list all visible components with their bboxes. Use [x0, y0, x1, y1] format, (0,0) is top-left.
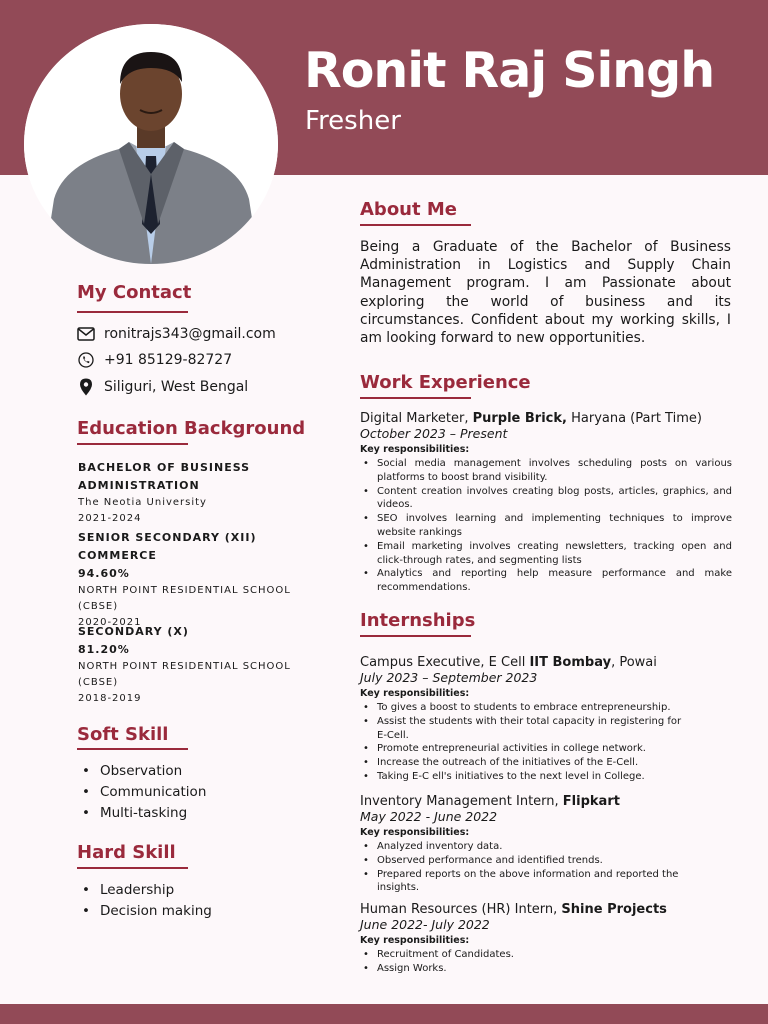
list-item: • Multi-tasking: [82, 803, 206, 824]
contact-heading: My Contact: [77, 282, 192, 303]
list-item: • Assign Works.: [360, 962, 700, 976]
internship-entry: [360, 902, 700, 976]
contact-email-text: ronitrajs343@gmail.com: [104, 326, 276, 342]
job-responsibilities-label: Key responsibilities:: [360, 444, 470, 455]
job-responsibilities-label: Key responsibilities:: [360, 827, 470, 838]
list-item: • Social media management involves scheduling posts on various platforms to boost brand visibility.: [360, 457, 732, 485]
hard-skill-heading-rule: [77, 867, 188, 869]
internship-entry: [360, 794, 700, 895]
list-item: • Communication: [82, 782, 206, 803]
education-degree: BACHELOR OF BUSINESS ADMINISTRATION: [78, 461, 251, 492]
job-role: Digital Marketer,: [360, 411, 473, 426]
job-location: Haryana (Part Time): [566, 411, 702, 426]
job-role: Human Resources (HR) Intern,: [360, 902, 562, 917]
job-date: June 2022- July 2022: [360, 917, 490, 932]
job-title: [360, 794, 700, 809]
job-responsibilities-label: Key responsibilities:: [360, 935, 470, 946]
job-title: [360, 411, 732, 426]
list-item: • Decision making: [82, 901, 212, 922]
list-item: • SEO involves learning and implementing techniques to improve website rankings: [360, 512, 732, 540]
contact-location-text: Siliguri, West Bengal: [104, 379, 249, 395]
education-score: 81.20%: [78, 643, 130, 656]
list-item: • Leadership: [82, 880, 212, 901]
contact-heading-rule: [77, 311, 188, 313]
job-title: [360, 902, 700, 917]
education-institution: The Neotia University: [78, 497, 207, 508]
job-responsibilities-list: [360, 840, 700, 895]
list-item: • Recruitment of Candidates.: [360, 948, 700, 962]
internships-heading-rule: [360, 635, 471, 637]
about-heading-rule: [360, 224, 471, 226]
contact-location: [76, 377, 248, 397]
job-date: July 2023 – September 2023: [360, 670, 538, 685]
job-organization: Shine Projects: [561, 902, 667, 917]
candidate-role: Fresher: [305, 106, 401, 136]
internships-heading: Internships: [360, 610, 476, 631]
list-item: • Analyzed inventory data.: [360, 840, 700, 854]
job-responsibilities-list: [360, 948, 700, 976]
about-heading: About Me: [360, 199, 457, 220]
education-institution: NORTH POINT RESIDENTIAL SCHOOL (CBSE): [78, 661, 291, 688]
list-item: • Prepared reports on the above information and reported the insights.: [360, 868, 700, 896]
job-organization: Flipkart: [562, 794, 620, 809]
job-title: [360, 655, 690, 670]
list-item: • Content creation involves creating blog posts, articles, graphics, and videos.: [360, 485, 732, 513]
list-item: • Assist the students with their total capacity in registering for E-Cell.: [360, 715, 690, 743]
work-heading: Work Experience: [360, 372, 531, 393]
list-item: • Email marketing involves creating newsletters, tracking open and click-through rates, and segmenting lists: [360, 540, 732, 568]
soft-skill-heading: Soft Skill: [77, 724, 169, 745]
job-organization: IIT Bombay: [529, 655, 612, 670]
job-date: October 2023 – Present: [360, 426, 508, 441]
job-responsibilities-label: Key responsibilities:: [360, 688, 470, 699]
soft-skill-heading-rule: [77, 748, 188, 750]
list-item: • Analytics and reporting help measure performance and make recommendations.: [360, 567, 732, 595]
education-years: 2021-2024: [78, 513, 142, 524]
education-score: 94.60%: [78, 567, 130, 580]
mail-icon: [76, 325, 96, 343]
phone-icon: [76, 351, 96, 369]
hard-skill-list: [82, 880, 212, 922]
profile-photo: [24, 24, 278, 264]
work-heading-rule: [360, 397, 471, 399]
job-location: , Powai: [611, 655, 657, 670]
job-role: Inventory Management Intern,: [360, 794, 563, 809]
candidate-name: Ronit Raj Singh: [304, 42, 715, 99]
job-responsibilities-list: [360, 457, 732, 595]
education-institution: NORTH POINT RESIDENTIAL SCHOOL (CBSE): [78, 585, 291, 612]
list-item: • Increase the outreach of the initiatives of the E-Cell.: [360, 756, 690, 770]
contact-phone-text: +91 85129-82727: [104, 352, 233, 368]
list-item: • Promote entrepreneurial activities in college network.: [360, 742, 690, 756]
education-years: 2018-2019: [78, 693, 142, 704]
list-item: • Observed performance and identified trends.: [360, 854, 700, 868]
education-entry: [78, 623, 318, 707]
job-organization: Purple Brick,: [472, 411, 567, 426]
list-item: • Observation: [82, 761, 206, 782]
footer-band: [0, 1004, 768, 1024]
education-entry: [78, 459, 318, 527]
education-degree: SECONDARY (X): [78, 625, 189, 638]
education-years: 2020-2021: [78, 617, 142, 628]
education-degree: SENIOR SECONDARY (XII) COMMERCE: [78, 531, 257, 562]
internship-entry: [360, 655, 690, 784]
contact-email[interactable]: [76, 324, 276, 344]
list-item: • To gives a boost to students to embrace entrepreneurship.: [360, 701, 690, 715]
location-pin-icon: [76, 378, 96, 396]
about-text: Being a Graduate of the Bachelor of Business Administration in Logistics and Supply Chain Management program. I am Passionate about exploring the world of business and its circumstances. Confident about my working skills, I am looking forward to new opportunities.: [360, 239, 731, 347]
work-entry: [360, 411, 732, 595]
job-role: Campus Executive, E Cell: [360, 655, 530, 670]
job-responsibilities-list: [360, 701, 690, 784]
education-heading: Education Background: [77, 418, 306, 439]
profile-photo-illustration: [24, 24, 278, 264]
list-item: • Taking E-C ell's initiatives to the next level in College.: [360, 770, 690, 784]
hard-skill-heading: Hard Skill: [77, 842, 176, 863]
education-entry: [78, 529, 318, 631]
soft-skill-list: [82, 761, 206, 824]
contact-phone[interactable]: [76, 350, 232, 370]
job-date: May 2022 - June 2022: [360, 809, 498, 824]
education-heading-rule: [77, 443, 188, 445]
